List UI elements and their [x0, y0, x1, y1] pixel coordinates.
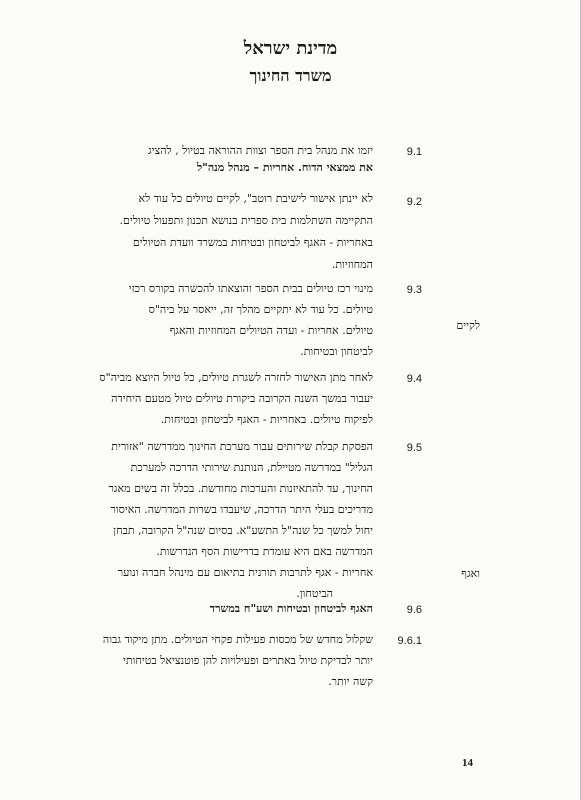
text-line: מינוי רכז טיולים בבית הספר והוצאתו להכשרה בקורס רכזי	[128, 282, 373, 295]
text-line: את ממצאי הדוח. אחריות – מנהל מנה"ל	[196, 161, 373, 174]
section-number: 9.6	[406, 604, 422, 616]
section-text	[28, 278, 373, 362]
text-line: לא יינתן אישור לישיבת רוטב", לקיים טיולים כל עוד לא	[138, 192, 373, 205]
text-line: אחריות - אגף לתרבות תורנית בתיאום עם מינהל חברה ונוער	[117, 566, 373, 579]
text-line: שקלול מחדש של מכסות פעילות פקחי הטיולים. מתן מיקוד גבוה	[102, 633, 373, 646]
section-number: 9.1	[406, 146, 422, 158]
section-text	[28, 436, 373, 604]
ministry-title: משרד החינוך	[249, 66, 332, 85]
text-line: יעבור במשך השנה הקרובה ביקורת טיולים טיול מטעם היחידה	[111, 392, 373, 405]
text-line: המחוזיות.	[331, 258, 373, 271]
section-text	[28, 629, 373, 692]
text-line: הפסקת קבלת שירותים עבור מערכת החינוך ממדרשה "אזורית	[111, 440, 373, 453]
text-line: טיולים. כל עוד לא יתקיים מהלך זה, ייאסר על ביה"ס	[148, 303, 373, 316]
section-number: 9.5	[406, 442, 422, 454]
page-number: 14	[462, 757, 473, 769]
text-line: המדרשה באם היא עומדת בדרישות הסף הנדרשות.	[156, 545, 373, 558]
text-line: החינוך, עד להתאיזנות והערכות מחודשת. בכלל זה בשים מאגר	[108, 482, 373, 495]
section-text	[28, 142, 373, 176]
text-line: יזמו את מנהל בית הספר וצוות ההוראה בטיול , להציג	[147, 144, 373, 157]
text-line: התקיימה השתלמות בית ספרית בנושא תכנון ותפעול טיולים.	[119, 214, 373, 227]
margin-note: לקיים	[456, 319, 480, 332]
text-line: לפיקוח טיולים. באחריות - האגף לביטחון ובטיחות.	[160, 413, 373, 426]
state-title: מדינת ישראל	[243, 38, 338, 59]
margin-note: ואגף	[461, 567, 480, 580]
text-line: לאחר מתן האישור לחזרה לשגרת טיולים, כל טיול היוצא מביה"ס	[99, 371, 373, 384]
text-line: טיולים. אחריות - ועדה הטיולים המחוזיות והאגף	[169, 324, 373, 337]
section-heading	[28, 600, 373, 617]
text-line: יחול למשך כל שנה"ל התשע"א. בסיום שנה"ל הקרובה, תבחן	[113, 524, 373, 537]
text-line: הגליל" במדרשה מטיילת, הנותנת שירותי הדרכה למערכת	[130, 461, 373, 474]
section-text	[28, 188, 373, 276]
section-number: 9.4	[406, 373, 422, 385]
text-line: באחריות - האגף לביטחון ובטיחות במשרד וועדת הטיולים	[132, 236, 373, 249]
section-number: 9.6.1	[397, 635, 422, 647]
text-line: מדריכים בעלי היתר הדרכה, שיעבדו בשרות המדרשה. האיסור	[110, 503, 373, 516]
text-line: לביטחון ובטיחות.	[300, 345, 373, 358]
section-number: 9.3	[406, 284, 422, 296]
text-line: האגף לביטחון ובטיחות ושע"ח במשרד	[209, 602, 373, 615]
section-number: 9.2	[406, 196, 422, 208]
section-text	[28, 367, 373, 430]
text-line: יותר לבדיקת טיול באתרים ופעילויות להן פוטנציאל בטיחותי	[122, 654, 373, 667]
text-line: הביטחון.	[296, 587, 333, 600]
text-line: קשה יותר.	[328, 675, 373, 688]
